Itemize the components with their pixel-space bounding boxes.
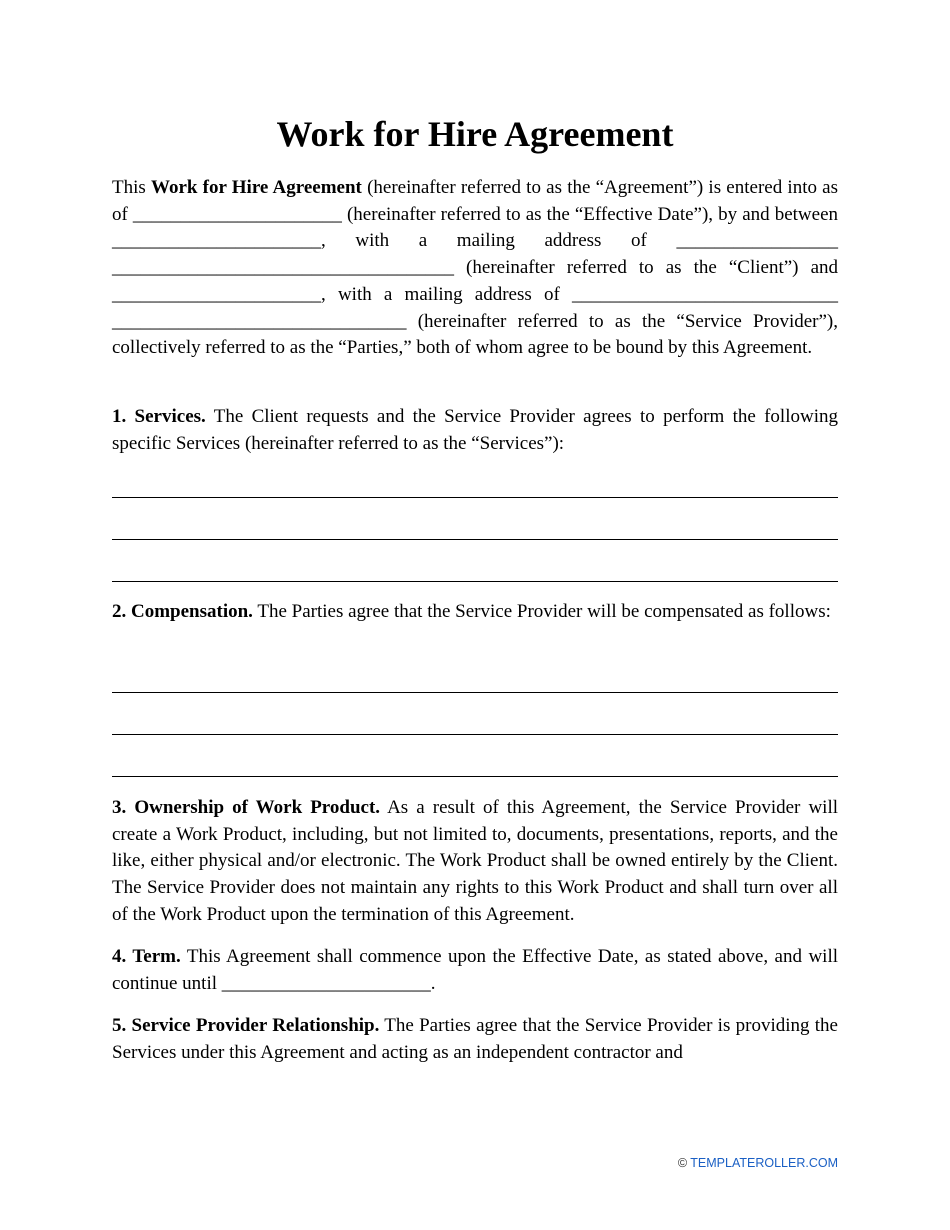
section-heading: 2. Compensation. [112,601,253,622]
compensation-blank-line-2[interactable] [112,734,838,735]
document-title: Work for Hire Agreement [276,114,674,154]
footer-site[interactable]: TEMPLATEROLLER.COM [690,1156,838,1170]
intro-text: (hereinafter referred to as the “Agreement”) is entered into as of ______________________ (hereinafter referred to as the “Effective Date”), by and between ______________________, with a mailing address of _________________ ____________________________________ (hereinafter referred to as the “Client”) and ______________________, with a mailing address of ____________________________ _______________________________ (hereinafter referred to as the “Service Provider”), collectively referred to as the “Parties,” both of whom agree to be bound by this Agreement. [112,177,839,359]
compensation-blank-line-3[interactable] [112,776,838,777]
copyright-symbol: © [677,1156,688,1170]
section-text: As a result of this Agreement, the Service Provider will create a Work Product, including, but not limited to, documents, presentations, reports, and the like, either physical and/or electronic. The Work Product shall be owned entirely by the Client. The Service Provider does not maintain any rights to this Work Product and shall turn over all of the Work Product upon the termination of this Agreement. [112,797,839,925]
section-text: The Parties agree that the Service Provider is providing the Services under this Agreement and acting as an independent contractor and [112,1015,838,1063]
intro-paragraph [112,175,838,362]
section-text: This Agreement shall commence upon the Effective Date, as stated above, and will continue until ______________________. [112,946,839,994]
section-term [112,944,838,997]
section-services [112,404,838,457]
section-heading: 3. Ownership of Work Product. [112,797,381,818]
section-heading: 1. Services. [112,406,206,427]
section-compensation [112,599,838,626]
services-blank-line-1[interactable] [112,497,838,498]
compensation-blank-line-1[interactable] [112,692,838,693]
footer-link[interactable] [678,1156,838,1170]
section-text: The Parties agree that the Service Provider will be compensated as follows: [252,601,831,622]
section-relationship [112,1013,838,1066]
section-text: The Client requests and the Service Provider agrees to perform the following specific Services (hereinafter referred to as the “Services”): [112,406,838,454]
section-heading: 4. Term. [112,946,181,967]
section-ownership [112,795,838,929]
services-blank-line-3[interactable] [112,581,838,582]
services-blank-line-2[interactable] [112,539,838,540]
intro-bold: Work for Hire Agreement [151,177,362,198]
section-heading: 5. Service Provider Relationship. [112,1015,380,1036]
intro-prefix: This [112,177,151,198]
